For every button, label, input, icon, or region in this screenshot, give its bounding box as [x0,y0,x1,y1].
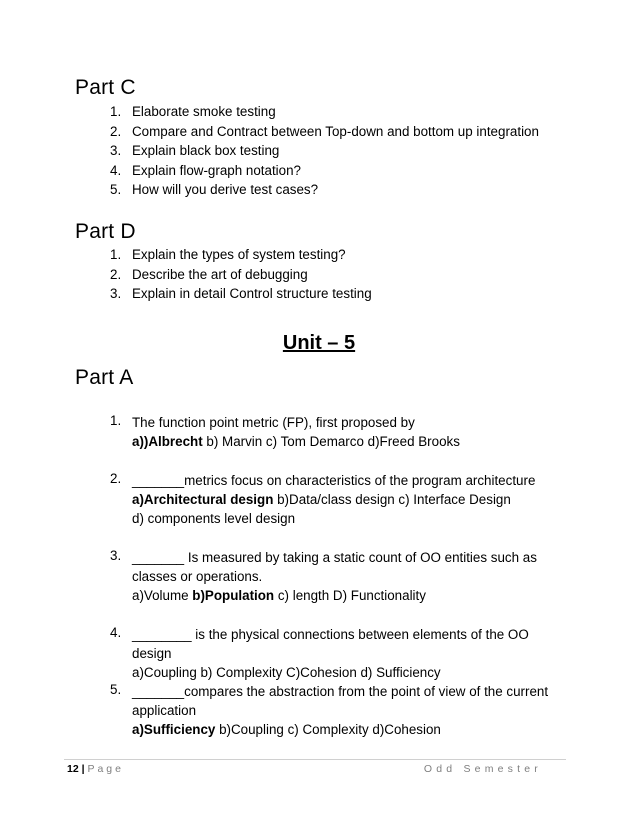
part-a-heading: Part A [75,366,134,389]
footer-semester: Odd Semester [423,763,542,775]
correct-answer: a)Sufficiency [132,722,216,737]
list-item [110,102,539,122]
part-c-heading: Part C [75,76,136,99]
question-options [110,720,580,739]
question-options [110,586,580,605]
part-d-heading: Part D [75,220,136,243]
question-text-continued: classes or operations. [132,569,263,584]
question-number: 5. [110,682,122,697]
other-options: b)Data/class design c) Interface Design [273,492,511,507]
question-item [110,413,580,451]
item-text: Elaborate smoke testing [132,104,276,119]
question-item [110,548,580,605]
item-text: How will you derive test cases? [132,182,319,197]
question-options-continued: d) components level design [132,511,296,526]
question-number: 2. [110,471,122,486]
question-number: 3. [110,548,122,563]
question-options [110,432,580,451]
question-options: a)Coupling b) Complexity C)Cohesion d) Sufficiency [132,665,441,680]
correct-answer: b)Population [192,588,275,603]
question-text: The function point metric (FP), first proposed by [132,415,415,430]
footer-separator: | [78,763,88,775]
item-number: 3. [110,286,122,301]
correct-answer: a))Albrecht [132,434,203,449]
item-text: Explain in detail Control structure testing [132,286,372,301]
question-text-continued: application [132,703,197,718]
question-text: _______compares the abstraction from the point of view of the current [132,684,549,699]
item-text: Compare and Contract between Top-down and bottom up integration [132,123,539,139]
other-options: a)Volume [132,588,193,603]
question-text-continued: design [132,646,172,661]
footer-divider [64,759,566,760]
page-number: 12 [67,763,79,775]
item-number: 2. [110,123,122,139]
question-text: _______ Is measured by taking a static count of OO entities such as [132,550,537,565]
list-item [110,141,539,161]
item-number: 5. [110,182,122,197]
item-text: Explain flow-graph notation? [132,162,301,178]
part-c-list [110,102,539,200]
item-number: 1. [110,104,122,119]
item-text: Explain the types of system testing? [132,247,346,262]
item-text: Describe the art of debugging [132,266,308,282]
other-options: b) Marvin c) Tom Demarco d)Freed Brooks [202,434,460,449]
question-item [110,625,580,682]
question-number: 1. [110,413,122,428]
question-text: _______metrics focus on characteristics of the program architecture [132,473,536,488]
question-item [110,682,580,739]
list-item [110,122,539,142]
list-item [110,284,372,304]
other-options: c) length D) Functionality [274,588,426,603]
item-text: Explain black box testing [132,143,280,158]
list-item [110,161,539,181]
other-options: b)Coupling c) Complexity d)Cohesion [215,722,441,737]
page-word: Page [87,763,124,775]
list-item [110,180,539,200]
item-number: 4. [110,162,122,178]
item-number: 3. [110,143,122,158]
question-item [110,471,580,528]
item-number: 1. [110,247,122,262]
item-number: 2. [110,266,122,282]
unit-title: Unit – 5 [282,332,356,354]
list-item [110,265,372,285]
list-item [110,245,372,265]
part-d-list [110,245,372,304]
question-options [110,490,580,509]
correct-answer: a)Architectural design [132,492,274,507]
question-text: ________ is the physical connections between elements of the OO [132,627,529,642]
question-number: 4. [110,625,122,640]
footer-page-info [67,763,124,775]
